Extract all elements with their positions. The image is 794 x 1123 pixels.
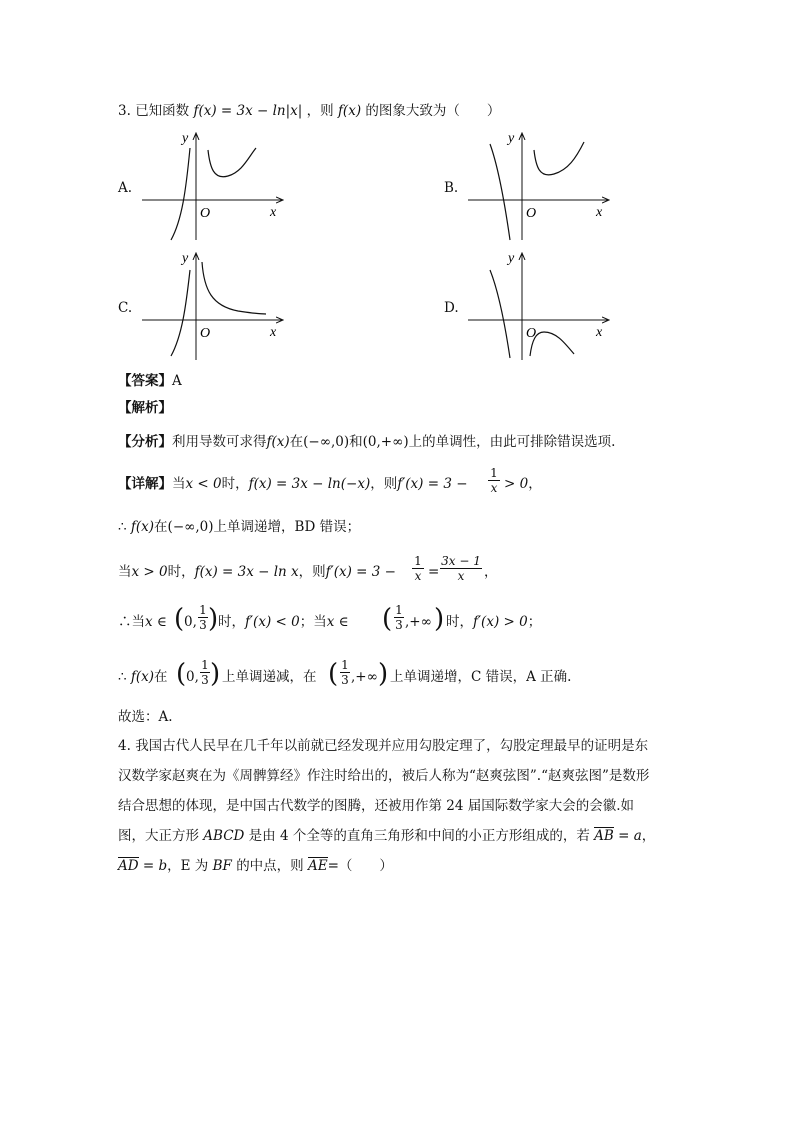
math: BF — [212, 858, 232, 874]
question-4-line-3: 结合思想的体现，是中国古代数学的图腾，还被用作第 24 届国际数学家大会的会徽.如 — [118, 798, 635, 814]
equals-sign: = — [428, 564, 440, 580]
text: 图，大正方形 — [118, 828, 199, 844]
text: 当 — [172, 476, 186, 492]
text: 当 — [118, 564, 132, 580]
y-label: y — [182, 251, 189, 266]
paren-right: ) — [434, 604, 445, 634]
text: ；当 — [299, 614, 327, 630]
analysis-tag: 【解析】 — [118, 400, 172, 416]
option-d-graph — [464, 248, 614, 366]
math: ABCD — [203, 828, 245, 844]
math: f(x) = 3x − ln(−x) — [248, 476, 371, 492]
text: 时， — [221, 476, 249, 492]
question-number: 3. — [118, 103, 131, 119]
math: f(x) — [266, 434, 290, 450]
paren-left: ( — [328, 659, 339, 689]
answer-line — [118, 372, 182, 390]
math: f′(x) = 3 − — [325, 564, 396, 580]
curve-right — [202, 262, 266, 314]
origin-label: O — [526, 206, 537, 221]
curve-left — [171, 270, 190, 356]
option-c-label: C. — [118, 300, 133, 316]
final-choice: 故选：A. — [118, 709, 173, 725]
math: f′(x) > 0 — [473, 614, 528, 630]
detail-line-5-start — [118, 668, 168, 686]
detail-line-1 — [118, 475, 468, 493]
math: f(x) = 3x − ln x — [194, 564, 299, 580]
analysis-summary — [118, 433, 615, 451]
question-4-line-4: 图，大正方形 ABCD 是由 4 个全等的直角三角形和中间的小正方形组成的，若 AB = a， — [118, 828, 656, 844]
x-label: x — [596, 325, 603, 340]
math: > 0 — [504, 476, 529, 492]
vector-ab: AB — [594, 828, 614, 844]
paren-right: ) — [210, 659, 221, 689]
curve-right — [530, 332, 574, 356]
fraction-1-over-3 — [198, 603, 208, 632]
text: ； — [527, 614, 542, 630]
text: ，则 — [298, 564, 326, 580]
text: 上的单调性，由此可排除错误选项. — [408, 434, 616, 450]
math: f′(x) = 3 − — [397, 476, 468, 492]
numerator: 1 — [414, 554, 422, 568]
vector-a: a — [633, 828, 642, 844]
function-name: f(x) — [337, 103, 362, 119]
text: ， — [641, 828, 656, 844]
origin-label: O — [200, 206, 211, 221]
option-a-graph — [138, 128, 288, 246]
x-label: x — [270, 205, 277, 220]
denominator: 3 — [341, 673, 349, 687]
detail-line-1-tail — [504, 475, 542, 493]
text: 时， — [218, 614, 245, 630]
question-3-stem — [118, 102, 500, 120]
stem-text: ，则 — [306, 103, 334, 119]
math: x ∈ — [326, 614, 349, 630]
text: ∴ — [118, 519, 127, 535]
denominator: x — [440, 568, 482, 583]
y-label: y — [182, 131, 189, 146]
option-d-label: D. — [444, 300, 459, 316]
detail-line-2 — [118, 518, 360, 536]
numerator: 1 — [201, 658, 209, 672]
text: 是由 4 个全等的直角三角形和中间的小正方形组成的，若 — [248, 828, 590, 844]
curve-left — [490, 270, 510, 358]
option-b-label: B. — [444, 180, 459, 196]
question-4-line-1 — [118, 737, 648, 755]
detail-line-4-mid — [218, 613, 349, 631]
paren-left: ( — [382, 604, 393, 634]
function-formula: f(x) = 3x − ln|x| — [193, 103, 303, 119]
math: x > 0 — [131, 564, 168, 580]
text: ， — [484, 564, 498, 580]
interval-left: 0, — [184, 614, 197, 630]
interval-left: 0, — [186, 669, 199, 685]
interval-right: ,+∞ — [405, 614, 432, 630]
text: 的中点，则 — [236, 858, 304, 874]
vector-ae: AE — [307, 858, 328, 874]
curve-left — [490, 144, 510, 240]
y-label: y — [508, 251, 515, 266]
x-label: x — [270, 325, 277, 340]
denominator: 3 — [201, 673, 209, 687]
text: 上单调递增，C 错误，A 正确. — [390, 669, 572, 685]
fraction-1-over-3 — [200, 658, 210, 687]
numerator: 1 — [490, 466, 498, 480]
fraction-3x-1-over-x — [440, 554, 482, 583]
numerator: 1 — [341, 658, 349, 672]
math: (−∞,0) — [167, 519, 214, 535]
question-number: 4. — [118, 738, 131, 754]
text: ∴ — [118, 669, 127, 685]
math: x < 0 — [185, 476, 222, 492]
option-a-label: A. — [118, 180, 133, 196]
answer-value: A — [172, 373, 182, 389]
text: 在 — [154, 669, 168, 685]
option-b-graph — [464, 128, 614, 246]
paren-right: ) — [208, 604, 219, 634]
math: (−∞,0) — [303, 434, 350, 450]
y-label: y — [508, 131, 515, 146]
origin-label: O — [526, 326, 537, 341]
paren-right: ) — [378, 659, 389, 689]
interval-right: ,+∞ — [351, 669, 378, 685]
denominator: x — [412, 568, 424, 583]
question-4-line-2: 汉数学家赵爽在为《周髀算经》作注时给出的，被后人称为“赵爽弦图”.“赵爽弦图”是数形 — [118, 768, 650, 784]
curve-right — [208, 148, 256, 177]
stem-text: 的图象大致为（ ） — [365, 103, 501, 119]
question-4-line-5: AD = b，E 为 BF 的中点，则 AE=（ ） — [118, 858, 393, 874]
fraction-1-over-x — [412, 554, 424, 583]
math: f(x) — [130, 519, 155, 535]
x-label: x — [596, 205, 603, 220]
detail-line-3 — [118, 563, 396, 581]
option-c-graph — [138, 248, 288, 366]
curve-right — [534, 142, 584, 175]
text: =（ ） — [327, 858, 393, 874]
text: 时， — [446, 614, 473, 630]
vector-ad: AD — [118, 858, 139, 874]
text: ， — [528, 476, 542, 492]
text: 在 — [289, 434, 304, 450]
numerator: 1 — [199, 603, 207, 617]
curve-left — [171, 148, 190, 240]
detail-tag: 【详解】 — [118, 476, 172, 492]
detail-line-4-end — [446, 613, 541, 631]
stem-text: 已知函数 — [135, 103, 190, 119]
math: (0,+∞) — [362, 434, 409, 450]
denominator: 3 — [199, 618, 207, 632]
text: 利用导数可求得 — [172, 434, 267, 450]
math: f′(x) < 0 — [245, 614, 300, 630]
paren-left: ( — [174, 604, 185, 634]
text: 上单调递减，在 — [222, 669, 317, 685]
fenxi-tag: 【分析】 — [118, 434, 172, 450]
answer-tag: 【答案】 — [118, 373, 172, 389]
origin-label: O — [200, 326, 211, 341]
fraction-1-over-3 — [394, 603, 404, 632]
text: 我国古代人民早在几千年以前就已经发现并应用勾股定理了，勾股定理最早的证明是东 — [135, 738, 649, 754]
text: 和 — [349, 434, 363, 450]
vector-b: b — [158, 858, 168, 874]
denominator: x — [488, 480, 500, 495]
paren-left: ( — [176, 659, 187, 689]
numerator: 1 — [395, 603, 403, 617]
math: x ∈ — [145, 614, 167, 630]
detail-line-4-start — [118, 613, 167, 631]
numerator: 3x − 1 — [441, 554, 481, 568]
denominator: 3 — [395, 618, 403, 632]
fraction-1-over-x — [488, 466, 500, 495]
text: 时， — [167, 564, 195, 580]
text: 在 — [154, 519, 168, 535]
text: 上单调递增，BD 错误； — [213, 519, 361, 535]
fraction-1-over-3 — [340, 658, 350, 687]
math: f(x) — [130, 669, 155, 685]
text: ，E 为 — [167, 858, 209, 874]
text: ∴当 — [118, 614, 145, 630]
text: ，则 — [370, 476, 398, 492]
